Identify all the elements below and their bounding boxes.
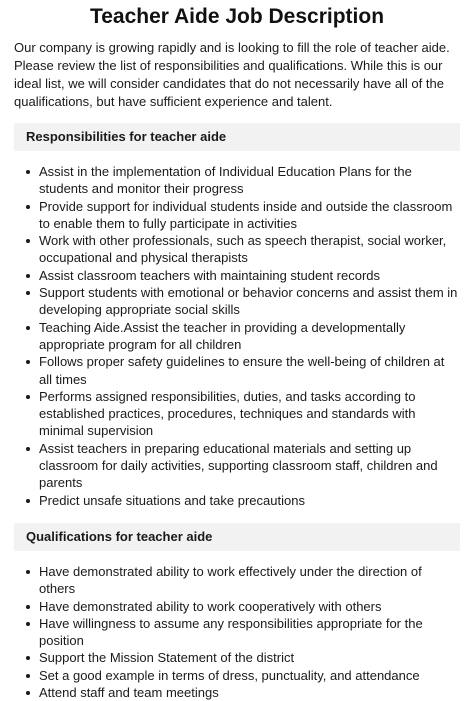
- list-item: [14, 232, 460, 267]
- bullet-icon: [26, 622, 30, 626]
- list-item: [14, 440, 460, 492]
- qualifications-list: [14, 563, 460, 701]
- bullet-icon: [26, 570, 30, 574]
- bullet-icon: [26, 656, 30, 660]
- list-item: [14, 267, 460, 284]
- intro-paragraph: Our company is growing rapidly and is looking to fill the role of teacher aide. Please review the list of responsibilities and qualifications. While this is our ideal list, we will consider candidates that do not necessarily have all of the qualifications, but have sufficient experience and talent.: [14, 40, 450, 109]
- bullet-icon: [26, 360, 30, 364]
- bullet-icon: [26, 447, 30, 451]
- list-item: [14, 492, 460, 509]
- page-title: Teacher Aide Job Description: [89, 5, 385, 28]
- list-item: [14, 284, 460, 319]
- list-item-text: Provide support for individual students inside and outside the classroom to enable them to fully participate in activities: [39, 198, 453, 231]
- bullet-icon: [26, 499, 30, 503]
- bullet-icon: [26, 205, 30, 209]
- list-item-text: Predict unsafe situations and take precautions: [39, 492, 305, 508]
- list-item: [14, 667, 460, 684]
- list-item-text: Work with other professionals, such as speech therapist, social worker, occupational and physical therapists: [39, 233, 447, 266]
- responsibilities-heading: Responsibilities for teacher aide: [14, 123, 460, 151]
- bullet-icon: [26, 291, 30, 295]
- list-item: [14, 163, 460, 198]
- list-item: [14, 388, 460, 440]
- qualifications-heading: Qualifications for teacher aide: [14, 523, 460, 551]
- list-item: [14, 649, 460, 666]
- bullet-icon: [26, 691, 30, 695]
- list-item-text: Attend staff and team meetings: [39, 685, 219, 701]
- bullet-icon: [26, 239, 30, 243]
- list-item: [14, 598, 460, 615]
- bullet-icon: [26, 395, 30, 399]
- list-item-text: Have demonstrated ability to work cooperatively with others: [39, 598, 382, 614]
- list-item: [14, 198, 460, 233]
- bullet-icon: [26, 170, 30, 174]
- list-item-text: Performs assigned responsibilities, duties, and tasks according to established practices, procedures, techniques and standards with minimal supervision: [39, 388, 416, 439]
- responsibilities-list: [14, 163, 460, 509]
- bullet-icon: [26, 605, 30, 609]
- list-item: [14, 353, 460, 388]
- list-item-text: Set a good example in terms of dress, punctuality, and attendance: [39, 667, 420, 683]
- list-item: [14, 319, 460, 354]
- list-item-text: Support the Mission Statement of the district: [39, 650, 295, 666]
- list-item-text: Support students with emotional or behavior concerns and assist them in developing appropriate social skills: [39, 285, 458, 318]
- list-item: [14, 684, 460, 701]
- list-item-text: Assist teachers in preparing educational materials and setting up classroom for daily activities, supporting classroom staff, children and parents: [39, 440, 438, 491]
- list-item-text: Teaching Aide.Assist the teacher in providing a developmentally appropriate program for all children: [39, 319, 406, 352]
- list-item-text: Assist classroom teachers with maintaining student records: [39, 267, 381, 283]
- list-item: [14, 563, 460, 598]
- list-item-text: Assist in the implementation of Individual Education Plans for the students and monitor their progress: [39, 164, 412, 197]
- list-item-text: Follows proper safety guidelines to ensure the well-being of children at all times: [39, 354, 445, 387]
- bullet-icon: [26, 674, 30, 678]
- bullet-icon: [26, 326, 30, 330]
- list-item-text: Have demonstrated ability to work effectively under the direction of others: [39, 563, 422, 597]
- list-item-text: Have willingness to assume any responsibilities appropriate for the position: [39, 615, 423, 649]
- bullet-icon: [26, 274, 30, 278]
- list-item: [14, 615, 460, 650]
